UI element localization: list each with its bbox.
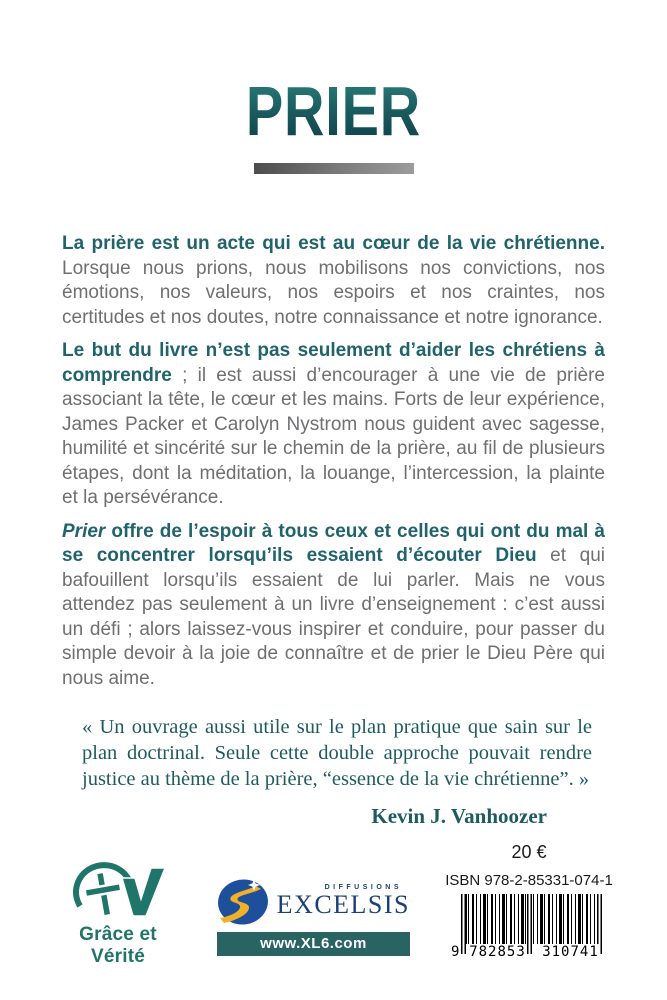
divider-bar — [254, 163, 414, 174]
lead-text: offre de l’espoir à tous ceux et celles qui ont du mal à se concentrer lorsqu’ils essaient d’écouter Dieu — [62, 520, 605, 566]
grace-et-verite-logo — [50, 858, 186, 968]
website-bar: www.XL6.com — [217, 932, 410, 956]
grace-et-verite-label: Grâce et Vérité — [79, 924, 157, 967]
footer — [0, 825, 667, 1000]
synopsis — [62, 232, 605, 829]
barcode-digit-group: 310741 — [542, 944, 599, 960]
lead-text: La prière est un acte qui est au cœur de la vie chrétienne. — [62, 233, 605, 254]
body-text: et qui bafouillent lorsqu’ils essaient de lui parler. Mais ne vous attendez pas seulement à un livre d’enseignement : c’est aussi un défi ; alors laissez-vous inspirer et conduire, pour passer du simple devoir à la joie de connaître et de prier le Dieu Père qui nous aime. — [62, 545, 605, 689]
paragraph — [62, 232, 605, 330]
body-text: ; il est aussi d’encourager à une vie de prière associant la tête, le cœur et les mains. Forts de leur expérience, James Packer et Carolyn Nystrom nous guident avec sagesse, humilité et sincérité sur le chemin de la prière, au fil de plusieurs étapes, dont la méditation, la louange, l’intercession, la plainte et la persévérance. — [62, 364, 605, 508]
price-label: 20 € — [511, 842, 547, 862]
excelsis-name: EXCELSIS — [276, 890, 410, 919]
body-text: Lorsque nous prions, nous mobilisons nos convictions, nos émotions, nos valeurs, nos espoirs et nos craintes, nos certitudes et nos doutes, notre connaissance et notre ignorance. — [62, 257, 605, 328]
endorsement-quote: « Un ouvrage aussi utile sur le plan pratique que sain sur le plan doctrinal. Seule cette double approche pouvait rendre justice au thème de la prière, “essence de la vie chrétienne”. » — [82, 716, 592, 790]
pricing-block — [443, 842, 615, 960]
paragraph — [62, 339, 605, 511]
diffusions-label: DIFFUSIONS — [324, 884, 402, 891]
excelsis-logo — [217, 878, 410, 956]
isbn-label: ISBN 978-2-85331-074-1 — [445, 872, 613, 889]
lead-italic-text: Prier — [62, 520, 106, 542]
paragraph — [62, 520, 605, 692]
title-block — [0, 0, 667, 150]
quote-author: Kevin J. Vanhoozer — [371, 804, 547, 828]
page-title: PRIER — [245, 72, 422, 150]
cross-and-v-icon — [68, 858, 168, 920]
barcode — [451, 894, 607, 960]
barcode-digits — [451, 944, 607, 960]
excelsis-text — [275, 878, 410, 918]
excelsis-top-row — [217, 878, 410, 926]
lead-text: Le but du livre n’est pas seulement d’aider les chrétiens à comprendre — [62, 340, 605, 386]
barcode-digit-left: 9 — [451, 944, 460, 960]
barcode-digit-group: 782853 — [469, 944, 526, 960]
excelsis-emblem-icon — [217, 878, 269, 926]
